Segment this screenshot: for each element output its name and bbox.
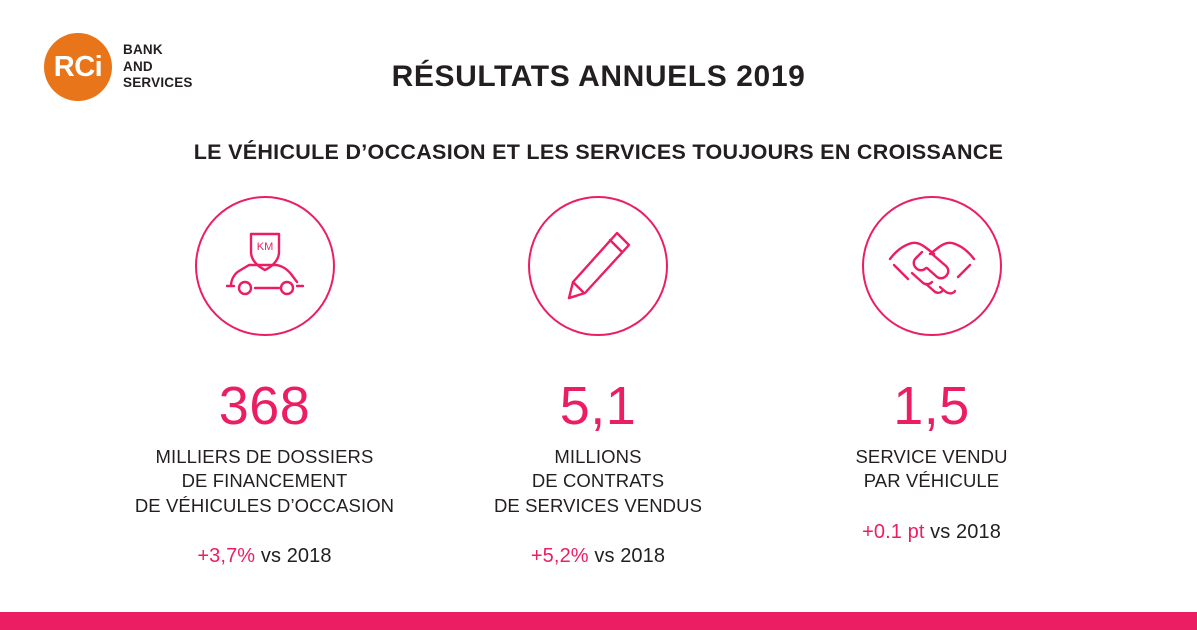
footer-accent-bar [0,612,1197,630]
page-subtitle: LE VÉHICULE D’OCCASION ET LES SERVICES TOUJOURS EN CROISSANCE [193,140,1004,164]
stat-caption-line-1: SERVICE VENDU [855,446,1008,467]
stat-value: 5,1 [559,376,637,436]
logo-word-line-2: AND [123,58,153,74]
stat-caption-line-3: DE VÉHICULES D’OCCASION [134,494,395,516]
svg-text:KM: KM [256,241,273,253]
stat-caption [494,445,702,518]
stats-row [98,196,1098,568]
stat-column [765,196,1098,568]
stat-delta [197,545,331,568]
stat-delta-value: +3,7% [197,545,256,568]
logo-word-line-3: SERVICES [123,75,193,91]
used-car-km-icon [195,196,335,336]
stat-caption [855,445,1007,494]
stat-caption-line-1: MILLIONS [554,446,642,467]
stat-column [98,196,431,568]
logo-word-line-1: BANK [123,41,163,57]
logo-mark-text: RCi [53,50,103,83]
page-title: RÉSULTATS ANNUELS 2019 [391,60,806,93]
stat-caption [135,445,394,518]
stat-caption-line-2: PAR VÉHICULE [863,470,1000,492]
stat-delta [531,545,665,568]
stat-value: 1,5 [893,376,970,436]
stat-delta-suffix: vs 2018 [930,520,1001,543]
stat-delta-suffix: vs 2018 [260,545,332,568]
stat-caption-line-3: DE SERVICES VENDUS [493,494,703,516]
stat-caption-line-2: DE CONTRATS [531,470,665,492]
stat-caption-line-1: MILLIERS DE DOSSIERS [155,446,374,467]
stat-column [432,196,765,568]
page-header [0,0,1197,130]
stat-delta-value: +5,2% [530,545,589,568]
pencil-icon [528,196,668,336]
stat-value: 368 [218,376,311,436]
stat-caption-line-2: DE FINANCEMENT [181,470,348,492]
stat-delta [862,521,1001,544]
handshake-icon [862,196,1002,336]
stat-delta-suffix: vs 2018 [594,545,666,568]
stat-delta-value: +0.1 pt [862,520,925,543]
